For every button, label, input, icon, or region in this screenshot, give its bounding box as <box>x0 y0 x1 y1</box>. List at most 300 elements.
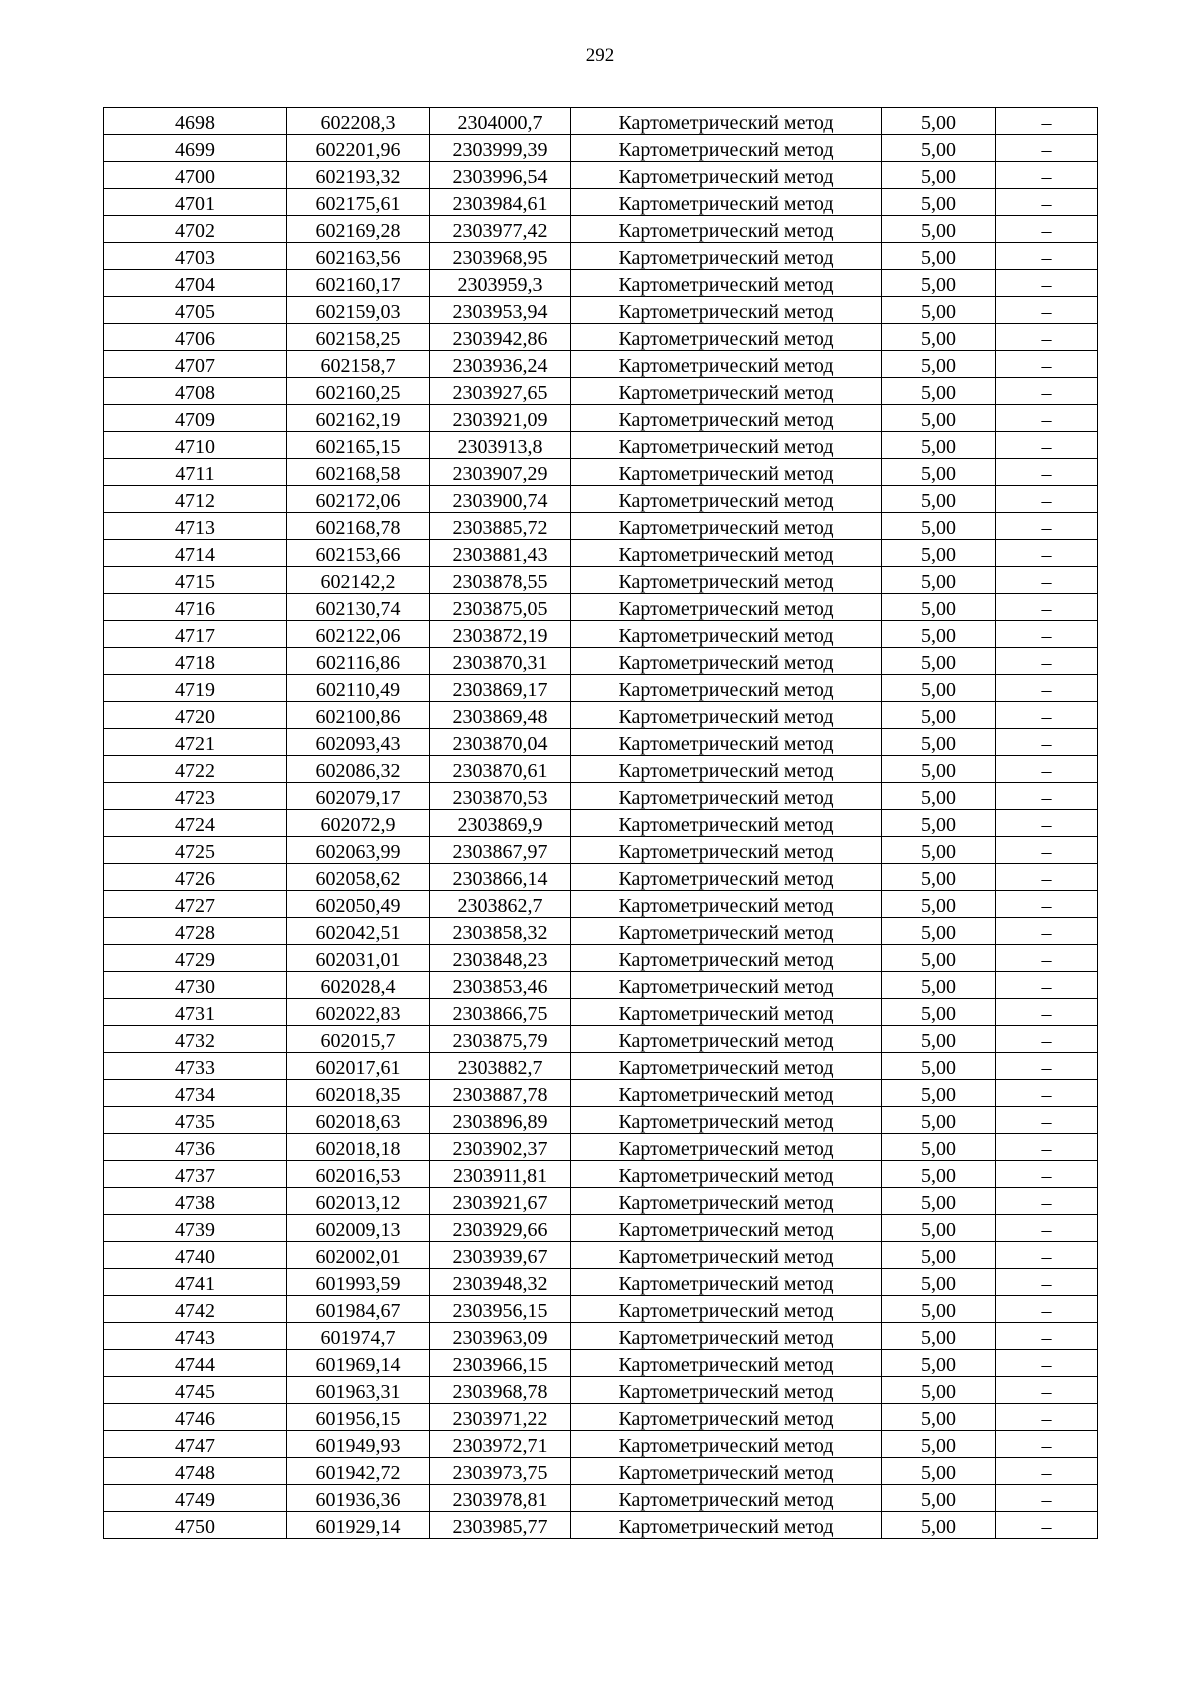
table-row <box>104 1485 1098 1512</box>
note-cell: – <box>996 486 1098 513</box>
x-coordinate-cell: 601969,14 <box>287 1350 430 1377</box>
accuracy-cell: 5,00 <box>882 1161 996 1188</box>
method-cell: Картометрический метод <box>571 405 882 432</box>
y-coordinate-cell: 2303927,65 <box>430 378 571 405</box>
y-coordinate-cell: 2303948,32 <box>430 1269 571 1296</box>
table-row <box>104 1458 1098 1485</box>
note-cell: – <box>996 1107 1098 1134</box>
x-coordinate-cell: 602009,13 <box>287 1215 430 1242</box>
method-cell: Картометрический метод <box>571 432 882 459</box>
x-coordinate-cell: 602130,74 <box>287 594 430 621</box>
table-row <box>104 486 1098 513</box>
note-cell: – <box>996 1350 1098 1377</box>
point-number-cell: 4733 <box>104 1053 287 1080</box>
x-coordinate-cell: 602015,7 <box>287 1026 430 1053</box>
table-row <box>104 1350 1098 1377</box>
x-coordinate-cell: 602160,17 <box>287 270 430 297</box>
coordinates-table <box>103 107 1098 1539</box>
note-cell: – <box>996 702 1098 729</box>
note-cell: – <box>996 1431 1098 1458</box>
accuracy-cell: 5,00 <box>882 1350 996 1377</box>
x-coordinate-cell: 602028,4 <box>287 972 430 999</box>
x-coordinate-cell: 602142,2 <box>287 567 430 594</box>
accuracy-cell: 5,00 <box>882 162 996 189</box>
point-number-cell: 4703 <box>104 243 287 270</box>
method-cell: Картометрический метод <box>571 702 882 729</box>
y-coordinate-cell: 2303966,15 <box>430 1350 571 1377</box>
x-coordinate-cell: 601956,15 <box>287 1404 430 1431</box>
method-cell: Картометрический метод <box>571 216 882 243</box>
y-coordinate-cell: 2303972,71 <box>430 1431 571 1458</box>
table-row <box>104 1188 1098 1215</box>
method-cell: Картометрический метод <box>571 189 882 216</box>
y-coordinate-cell: 2303869,48 <box>430 702 571 729</box>
x-coordinate-cell: 602110,49 <box>287 675 430 702</box>
method-cell: Картометрический метод <box>571 486 882 513</box>
method-cell: Картометрический метод <box>571 1215 882 1242</box>
accuracy-cell: 5,00 <box>882 648 996 675</box>
table-row <box>104 378 1098 405</box>
x-coordinate-cell: 602017,61 <box>287 1053 430 1080</box>
x-coordinate-cell: 602086,32 <box>287 756 430 783</box>
method-cell: Картометрический метод <box>571 459 882 486</box>
method-cell: Картометрический метод <box>571 1107 882 1134</box>
method-cell: Картометрический метод <box>571 1188 882 1215</box>
y-coordinate-cell: 2303848,23 <box>430 945 571 972</box>
note-cell: – <box>996 324 1098 351</box>
table-row <box>104 837 1098 864</box>
note-cell: – <box>996 972 1098 999</box>
note-cell: – <box>996 297 1098 324</box>
method-cell: Картометрический метод <box>571 1269 882 1296</box>
note-cell: – <box>996 837 1098 864</box>
y-coordinate-cell: 2303887,78 <box>430 1080 571 1107</box>
table-row <box>104 783 1098 810</box>
table-row <box>104 243 1098 270</box>
y-coordinate-cell: 2303936,24 <box>430 351 571 378</box>
accuracy-cell: 5,00 <box>882 783 996 810</box>
point-number-cell: 4730 <box>104 972 287 999</box>
point-number-cell: 4719 <box>104 675 287 702</box>
note-cell: – <box>996 810 1098 837</box>
table-row <box>104 1161 1098 1188</box>
point-number-cell: 4716 <box>104 594 287 621</box>
accuracy-cell: 5,00 <box>882 1188 996 1215</box>
table-row <box>104 621 1098 648</box>
accuracy-cell: 5,00 <box>882 1431 996 1458</box>
point-number-cell: 4746 <box>104 1404 287 1431</box>
x-coordinate-cell: 601942,72 <box>287 1458 430 1485</box>
point-number-cell: 4701 <box>104 189 287 216</box>
x-coordinate-cell: 602002,01 <box>287 1242 430 1269</box>
method-cell: Картометрический метод <box>571 324 882 351</box>
table-row <box>104 567 1098 594</box>
point-number-cell: 4723 <box>104 783 287 810</box>
y-coordinate-cell: 2303853,46 <box>430 972 571 999</box>
table-row <box>104 1134 1098 1161</box>
x-coordinate-cell: 602158,25 <box>287 324 430 351</box>
accuracy-cell: 5,00 <box>882 1296 996 1323</box>
point-number-cell: 4700 <box>104 162 287 189</box>
method-cell: Картометрический метод <box>571 378 882 405</box>
method-cell: Картометрический метод <box>571 243 882 270</box>
y-coordinate-cell: 2303963,09 <box>430 1323 571 1350</box>
accuracy-cell: 5,00 <box>882 1107 996 1134</box>
note-cell: – <box>996 432 1098 459</box>
method-cell: Картометрический метод <box>571 513 882 540</box>
table-row <box>104 945 1098 972</box>
table-row <box>104 891 1098 918</box>
y-coordinate-cell: 2303968,95 <box>430 243 571 270</box>
y-coordinate-cell: 2303929,66 <box>430 1215 571 1242</box>
table-row <box>104 405 1098 432</box>
point-number-cell: 4736 <box>104 1134 287 1161</box>
note-cell: – <box>996 1323 1098 1350</box>
x-coordinate-cell: 602100,86 <box>287 702 430 729</box>
method-cell: Картометрический метод <box>571 837 882 864</box>
y-coordinate-cell: 2303956,15 <box>430 1296 571 1323</box>
method-cell: Картометрический метод <box>571 1431 882 1458</box>
x-coordinate-cell: 602063,99 <box>287 837 430 864</box>
accuracy-cell: 5,00 <box>882 513 996 540</box>
y-coordinate-cell: 2303911,81 <box>430 1161 571 1188</box>
note-cell: – <box>996 1458 1098 1485</box>
point-number-cell: 4721 <box>104 729 287 756</box>
x-coordinate-cell: 602168,58 <box>287 459 430 486</box>
note-cell: – <box>996 999 1098 1026</box>
y-coordinate-cell: 2303973,75 <box>430 1458 571 1485</box>
table-row <box>104 1323 1098 1350</box>
x-coordinate-cell: 602172,06 <box>287 486 430 513</box>
y-coordinate-cell: 2303985,77 <box>430 1512 571 1539</box>
table-row <box>104 108 1098 135</box>
accuracy-cell: 5,00 <box>882 675 996 702</box>
table-row <box>104 1269 1098 1296</box>
table-row <box>104 459 1098 486</box>
accuracy-cell: 5,00 <box>882 270 996 297</box>
table-row <box>104 162 1098 189</box>
table-row <box>104 702 1098 729</box>
point-number-cell: 4734 <box>104 1080 287 1107</box>
method-cell: Картометрический метод <box>571 540 882 567</box>
x-coordinate-cell: 601949,93 <box>287 1431 430 1458</box>
note-cell: – <box>996 405 1098 432</box>
y-coordinate-cell: 2303866,75 <box>430 999 571 1026</box>
y-coordinate-cell: 2303959,3 <box>430 270 571 297</box>
note-cell: – <box>996 1377 1098 1404</box>
point-number-cell: 4698 <box>104 108 287 135</box>
method-cell: Картометрический метод <box>571 783 882 810</box>
table-row <box>104 1053 1098 1080</box>
point-number-cell: 4709 <box>104 405 287 432</box>
note-cell: – <box>996 729 1098 756</box>
method-cell: Картометрический метод <box>571 972 882 999</box>
accuracy-cell: 5,00 <box>882 1458 996 1485</box>
method-cell: Картометрический метод <box>571 1377 882 1404</box>
y-coordinate-cell: 2303978,81 <box>430 1485 571 1512</box>
y-coordinate-cell: 2303942,86 <box>430 324 571 351</box>
point-number-cell: 4731 <box>104 999 287 1026</box>
note-cell: – <box>996 378 1098 405</box>
accuracy-cell: 5,00 <box>882 891 996 918</box>
table-row <box>104 729 1098 756</box>
accuracy-cell: 5,00 <box>882 135 996 162</box>
y-coordinate-cell: 2303869,9 <box>430 810 571 837</box>
method-cell: Картометрический метод <box>571 810 882 837</box>
note-cell: – <box>996 243 1098 270</box>
y-coordinate-cell: 2303971,22 <box>430 1404 571 1431</box>
table-row <box>104 810 1098 837</box>
note-cell: – <box>996 270 1098 297</box>
x-coordinate-cell: 602058,62 <box>287 864 430 891</box>
table-row <box>104 297 1098 324</box>
x-coordinate-cell: 602016,53 <box>287 1161 430 1188</box>
note-cell: – <box>996 1026 1098 1053</box>
point-number-cell: 4710 <box>104 432 287 459</box>
point-number-cell: 4726 <box>104 864 287 891</box>
x-coordinate-cell: 602042,51 <box>287 918 430 945</box>
accuracy-cell: 5,00 <box>882 432 996 459</box>
note-cell: – <box>996 1242 1098 1269</box>
x-coordinate-cell: 602079,17 <box>287 783 430 810</box>
x-coordinate-cell: 602168,78 <box>287 513 430 540</box>
accuracy-cell: 5,00 <box>882 108 996 135</box>
accuracy-cell: 5,00 <box>882 918 996 945</box>
note-cell: – <box>996 1188 1098 1215</box>
x-coordinate-cell: 601929,14 <box>287 1512 430 1539</box>
method-cell: Картометрический метод <box>571 1350 882 1377</box>
table-row <box>104 270 1098 297</box>
method-cell: Картометрический метод <box>571 1161 882 1188</box>
y-coordinate-cell: 2303870,53 <box>430 783 571 810</box>
note-cell: – <box>996 567 1098 594</box>
note-cell: – <box>996 621 1098 648</box>
y-coordinate-cell: 2303900,74 <box>430 486 571 513</box>
table-row <box>104 1431 1098 1458</box>
note-cell: – <box>996 783 1098 810</box>
point-number-cell: 4750 <box>104 1512 287 1539</box>
x-coordinate-cell: 602163,56 <box>287 243 430 270</box>
accuracy-cell: 5,00 <box>882 702 996 729</box>
x-coordinate-cell: 602193,32 <box>287 162 430 189</box>
point-number-cell: 4738 <box>104 1188 287 1215</box>
x-coordinate-cell: 602169,28 <box>287 216 430 243</box>
accuracy-cell: 5,00 <box>882 1323 996 1350</box>
method-cell: Картометрический метод <box>571 1512 882 1539</box>
note-cell: – <box>996 864 1098 891</box>
accuracy-cell: 5,00 <box>882 189 996 216</box>
point-number-cell: 4743 <box>104 1323 287 1350</box>
accuracy-cell: 5,00 <box>882 756 996 783</box>
note-cell: – <box>996 1269 1098 1296</box>
method-cell: Картометрический метод <box>571 270 882 297</box>
y-coordinate-cell: 2303870,31 <box>430 648 571 675</box>
accuracy-cell: 5,00 <box>882 567 996 594</box>
accuracy-cell: 5,00 <box>882 1512 996 1539</box>
y-coordinate-cell: 2303870,61 <box>430 756 571 783</box>
y-coordinate-cell: 2303878,55 <box>430 567 571 594</box>
note-cell: – <box>996 135 1098 162</box>
point-number-cell: 4725 <box>104 837 287 864</box>
method-cell: Картометрический метод <box>571 891 882 918</box>
method-cell: Картометрический метод <box>571 297 882 324</box>
note-cell: – <box>996 1485 1098 1512</box>
accuracy-cell: 5,00 <box>882 621 996 648</box>
table-row <box>104 918 1098 945</box>
x-coordinate-cell: 602116,86 <box>287 648 430 675</box>
point-number-cell: 4711 <box>104 459 287 486</box>
point-number-cell: 4741 <box>104 1269 287 1296</box>
x-coordinate-cell: 602208,3 <box>287 108 430 135</box>
accuracy-cell: 5,00 <box>882 594 996 621</box>
point-number-cell: 4714 <box>104 540 287 567</box>
method-cell: Картометрический метод <box>571 1242 882 1269</box>
note-cell: – <box>996 756 1098 783</box>
table-row <box>104 1242 1098 1269</box>
accuracy-cell: 5,00 <box>882 837 996 864</box>
x-coordinate-cell: 601984,67 <box>287 1296 430 1323</box>
y-coordinate-cell: 2303875,05 <box>430 594 571 621</box>
x-coordinate-cell: 602162,19 <box>287 405 430 432</box>
y-coordinate-cell: 2303875,79 <box>430 1026 571 1053</box>
table-row <box>104 1080 1098 1107</box>
accuracy-cell: 5,00 <box>882 459 996 486</box>
method-cell: Картометрический метод <box>571 108 882 135</box>
y-coordinate-cell: 2303870,04 <box>430 729 571 756</box>
method-cell: Картометрический метод <box>571 1134 882 1161</box>
accuracy-cell: 5,00 <box>882 729 996 756</box>
point-number-cell: 4718 <box>104 648 287 675</box>
method-cell: Картометрический метод <box>571 1026 882 1053</box>
y-coordinate-cell: 2303867,97 <box>430 837 571 864</box>
point-number-cell: 4724 <box>104 810 287 837</box>
x-coordinate-cell: 602050,49 <box>287 891 430 918</box>
table-row <box>104 999 1098 1026</box>
method-cell: Картометрический метод <box>571 1404 882 1431</box>
y-coordinate-cell: 2303869,17 <box>430 675 571 702</box>
accuracy-cell: 5,00 <box>882 1377 996 1404</box>
coordinates-table-body <box>104 108 1098 1539</box>
note-cell: – <box>996 918 1098 945</box>
method-cell: Картометрический метод <box>571 945 882 972</box>
note-cell: – <box>996 1161 1098 1188</box>
x-coordinate-cell: 602201,96 <box>287 135 430 162</box>
method-cell: Картометрический метод <box>571 1296 882 1323</box>
accuracy-cell: 5,00 <box>882 810 996 837</box>
x-coordinate-cell: 602031,01 <box>287 945 430 972</box>
point-number-cell: 4739 <box>104 1215 287 1242</box>
x-coordinate-cell: 602018,18 <box>287 1134 430 1161</box>
method-cell: Картометрический метод <box>571 756 882 783</box>
table-row <box>104 594 1098 621</box>
table-row <box>104 351 1098 378</box>
point-number-cell: 4748 <box>104 1458 287 1485</box>
x-coordinate-cell: 602122,06 <box>287 621 430 648</box>
point-number-cell: 4728 <box>104 918 287 945</box>
y-coordinate-cell: 2303881,43 <box>430 540 571 567</box>
x-coordinate-cell: 602093,43 <box>287 729 430 756</box>
accuracy-cell: 5,00 <box>882 1134 996 1161</box>
x-coordinate-cell: 601936,36 <box>287 1485 430 1512</box>
accuracy-cell: 5,00 <box>882 1026 996 1053</box>
point-number-cell: 4707 <box>104 351 287 378</box>
table-row <box>104 864 1098 891</box>
x-coordinate-cell: 602158,7 <box>287 351 430 378</box>
table-row <box>104 675 1098 702</box>
accuracy-cell: 5,00 <box>882 243 996 270</box>
y-coordinate-cell: 2303999,39 <box>430 135 571 162</box>
point-number-cell: 4708 <box>104 378 287 405</box>
accuracy-cell: 5,00 <box>882 1269 996 1296</box>
note-cell: – <box>996 351 1098 378</box>
y-coordinate-cell: 2303872,19 <box>430 621 571 648</box>
y-coordinate-cell: 2303977,42 <box>430 216 571 243</box>
page-number: 292 <box>585 45 615 66</box>
note-cell: – <box>996 162 1098 189</box>
table-row <box>104 1026 1098 1053</box>
table-row <box>104 1107 1098 1134</box>
y-coordinate-cell: 2303885,72 <box>430 513 571 540</box>
x-coordinate-cell: 602159,03 <box>287 297 430 324</box>
table-row <box>104 1377 1098 1404</box>
method-cell: Картометрический метод <box>571 918 882 945</box>
y-coordinate-cell: 2303858,32 <box>430 918 571 945</box>
note-cell: – <box>996 108 1098 135</box>
note-cell: – <box>996 1080 1098 1107</box>
x-coordinate-cell: 601974,7 <box>287 1323 430 1350</box>
method-cell: Картометрический метод <box>571 1080 882 1107</box>
point-number-cell: 4735 <box>104 1107 287 1134</box>
note-cell: – <box>996 1512 1098 1539</box>
method-cell: Картометрический метод <box>571 1485 882 1512</box>
x-coordinate-cell: 602165,15 <box>287 432 430 459</box>
accuracy-cell: 5,00 <box>882 864 996 891</box>
table-row <box>104 135 1098 162</box>
method-cell: Картометрический метод <box>571 1458 882 1485</box>
x-coordinate-cell: 601993,59 <box>287 1269 430 1296</box>
method-cell: Картометрический метод <box>571 621 882 648</box>
y-coordinate-cell: 2303913,8 <box>430 432 571 459</box>
note-cell: – <box>996 216 1098 243</box>
table-row <box>104 189 1098 216</box>
note-cell: – <box>996 1053 1098 1080</box>
x-coordinate-cell: 602018,35 <box>287 1080 430 1107</box>
y-coordinate-cell: 2303953,94 <box>430 297 571 324</box>
note-cell: – <box>996 513 1098 540</box>
x-coordinate-cell: 601963,31 <box>287 1377 430 1404</box>
accuracy-cell: 5,00 <box>882 297 996 324</box>
note-cell: – <box>996 1296 1098 1323</box>
y-coordinate-cell: 2303896,89 <box>430 1107 571 1134</box>
table-row <box>104 324 1098 351</box>
y-coordinate-cell: 2303862,7 <box>430 891 571 918</box>
accuracy-cell: 5,00 <box>882 999 996 1026</box>
point-number-cell: 4722 <box>104 756 287 783</box>
note-cell: – <box>996 648 1098 675</box>
accuracy-cell: 5,00 <box>882 351 996 378</box>
y-coordinate-cell: 2303939,67 <box>430 1242 571 1269</box>
point-number-cell: 4704 <box>104 270 287 297</box>
method-cell: Картометрический метод <box>571 729 882 756</box>
y-coordinate-cell: 2303921,67 <box>430 1188 571 1215</box>
point-number-cell: 4745 <box>104 1377 287 1404</box>
point-number-cell: 4699 <box>104 135 287 162</box>
point-number-cell: 4740 <box>104 1242 287 1269</box>
point-number-cell: 4705 <box>104 297 287 324</box>
x-coordinate-cell: 602153,66 <box>287 540 430 567</box>
x-coordinate-cell: 602018,63 <box>287 1107 430 1134</box>
method-cell: Картометрический метод <box>571 351 882 378</box>
